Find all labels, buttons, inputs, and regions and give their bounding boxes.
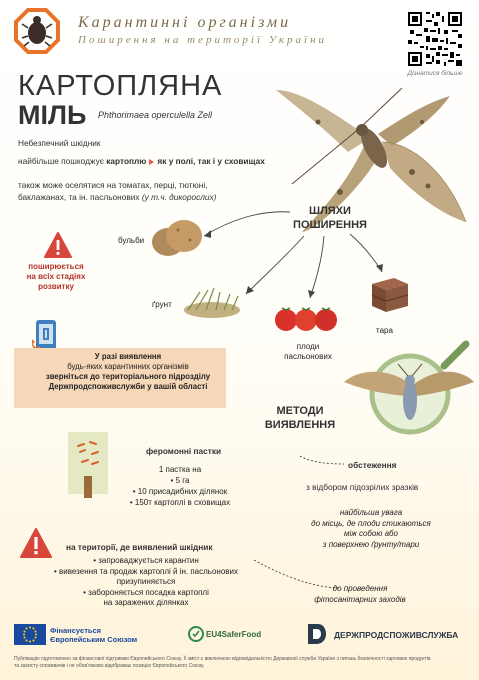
trap-item-1: • 5 га: [170, 476, 190, 485]
measures-title: на території, де виявлений шкідник: [66, 542, 213, 552]
attention-line1: найбільша увага: [339, 508, 403, 517]
survey-title: обстеження: [348, 460, 397, 470]
methods-title: [260, 404, 340, 432]
intro-also-crops: баклажанах, та ін. пасльонових: [18, 192, 140, 202]
spread-stages-line2: на всіх стадіях: [26, 272, 86, 281]
spread-fruits-label: [280, 342, 336, 362]
trap-item-3: • 150т картоплі в сховищах: [129, 498, 231, 507]
dpss-text: ДЕРЖПРОДСПОЖИВСЛУЖБА: [334, 630, 459, 640]
disclaimer-line2: та захисту споживачів і не обов'язково відображає позицію Європейського Союзу.: [14, 662, 205, 669]
report-line1: У разі виявлення: [94, 352, 162, 361]
page-title-line1: КАРТОПЛЯНА: [18, 70, 223, 102]
report-line2: будь-яких карантинних організмів: [67, 362, 189, 371]
until-line2: фітосанітарних заходів: [314, 594, 406, 604]
intro-pest: Небезпечний шкідник: [18, 138, 101, 148]
crate-illustration: [368, 274, 410, 319]
traps-list: [110, 464, 250, 508]
measures-list: [26, 556, 266, 609]
measure-item-3: • забороняється посадка картоплі: [83, 587, 209, 597]
footer-disclaimer: [14, 656, 466, 669]
survey-text: з відбором підозрілих зразків: [306, 482, 419, 492]
traps-title: феромонні пастки: [146, 446, 222, 456]
tomato-illustration: [272, 300, 340, 339]
disclaimer-line1: Публікацію підготовлено за фінансової підтримки Європейського Союзу. Її зміст є виключною відповідальністю Державної служби України з питань безпечності харчових продуктів: [14, 656, 431, 662]
methods-title-line1: МЕТОДИ: [276, 405, 324, 417]
intro-damage-prefix: найбільше пошкоджує: [18, 156, 104, 166]
spread-container-label: тара: [376, 326, 393, 335]
attention-text: [276, 508, 466, 550]
spread-title-line1: ШЛЯХИ: [309, 205, 351, 217]
latin-name: Phthorimaea operculella Zell: [98, 110, 213, 120]
trap-per: 1 пастка на: [158, 465, 202, 474]
report-text: [26, 352, 230, 392]
spread-fruits-line1: плоди: [296, 342, 320, 351]
spread-tubers-label: бульби: [118, 236, 145, 245]
measure-item-2-cont: призупиняється: [116, 577, 176, 586]
measure-item-2: • вивезення та продаж картоплі й ін. пасльонових: [54, 566, 238, 576]
soil-illustration: [180, 284, 244, 325]
until-line1: до проведення: [332, 584, 388, 593]
spread-stages-text: [14, 262, 98, 292]
pheromone-trap-icon: [68, 432, 108, 503]
eu-line2: Європейським Союзом: [50, 635, 138, 644]
eu4safer-logo-icon: [188, 626, 204, 647]
spread-soil-label: ґрунт: [152, 300, 172, 309]
report-line3: зверніться до територіального підрозділу: [45, 372, 211, 381]
measures-until: [300, 584, 420, 605]
eu4safer-text: EU4SaferFood: [206, 630, 262, 639]
magnifier-moth-illustration: [340, 338, 476, 443]
qr-caption: Дізнатися більше: [407, 70, 463, 77]
report-line4: Держпродспоживслужби у вашій області: [48, 382, 208, 391]
eu-line1: Фінансується: [50, 626, 102, 635]
intro-damage-where: як у полі, так і у сховищах: [157, 156, 265, 166]
eu-funding-text: [50, 626, 137, 644]
header-subtitle: Поширення на території України: [78, 34, 328, 46]
intro-damage-crop: картоплю: [106, 156, 147, 166]
eu-flag-icon: [14, 624, 46, 645]
measure-item-3-cont: на заражених ділянках: [103, 598, 189, 607]
attention-line4: з поверхнею ґрунту/тари: [322, 539, 420, 549]
dpss-logo-icon: [306, 622, 328, 651]
methods-title-line2: ВИЯВЛЕННЯ: [264, 419, 336, 431]
potato-illustration: [148, 216, 206, 265]
intro-also-wild: (у т.ч. дикорослих): [141, 192, 217, 202]
spread-stages-line3: розвитку: [38, 282, 74, 291]
trap-item-2: • 10 присадибних ділянок: [132, 487, 228, 496]
page-title-line2: МІЛЬ: [18, 100, 87, 130]
spread-stages-line1: поширюється: [28, 262, 84, 271]
intro-also-line1: також може оселятися на томатах, перці, тютюні,: [18, 180, 208, 190]
measure-item-1: • запроваджується карантин: [93, 556, 199, 565]
header-title: Карантинні організми: [78, 14, 292, 31]
attention-line3: між собою або: [343, 529, 399, 538]
spread-title-line2: ПОШИРЕННЯ: [293, 219, 367, 231]
warning-icon: [44, 232, 72, 263]
spread-fruits-line2: пасльонових: [284, 352, 332, 361]
attention-line2: до місць, де плоди стикаються: [311, 518, 431, 528]
